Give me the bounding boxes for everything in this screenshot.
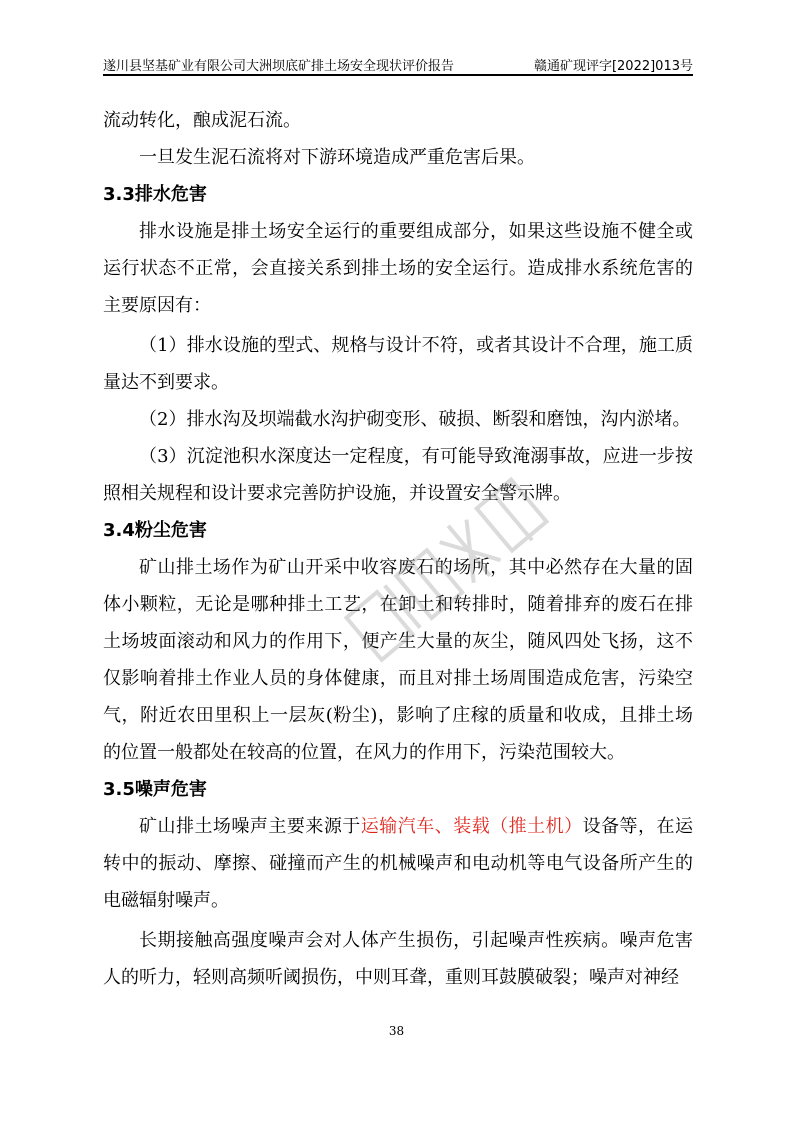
section-heading-3-3: 3.3排水危害	[103, 184, 207, 205]
list-item: （2）排水沟及坝端截水沟护砌变形、破损、断裂和磨蚀，沟内淤堵。	[139, 409, 691, 430]
list-item: （1）排水设施的型式、规格与设计不符，或者其设计不合理，施工质量达不到要求。	[103, 335, 693, 393]
header-report-title: 遂川县坚基矿业有限公司大洲坝底矿排土场安全现状评价报告	[103, 59, 455, 74]
page-body	[103, 102, 693, 996]
paragraph-text: 矿山排土场噪声主要来源于	[139, 816, 361, 837]
section-heading-3-5: 3.5噪声危害	[103, 779, 207, 800]
paragraph: 流动转化，酿成泥石流。	[103, 110, 301, 131]
section-heading-3-4: 3.4粉尘危害	[103, 520, 207, 541]
page-number: 38	[388, 1024, 405, 1038]
page-header	[103, 54, 693, 76]
paragraph-text: 设备等，在运转中的振动、摩擦、碰撞而产生的机械噪声和电动机等电气设备所产生的电磁辐射噪声。	[103, 816, 694, 911]
header-doc-number: 赣通矿现评字[2022]013号	[533, 59, 693, 74]
paragraph: 矿山排土场作为矿山开采中收容废石的场所，其中必然存在大量的固体小颗粒，无论是哪种排土工艺，在卸土和转排时，随着排弃的废石在排土场坡面滚动和风力的作用下，便产生大量的灰尘，随风四处飞扬，这不仅影响着排土作业人员的身体健康，而且对排土场周围造成危害，污染空气，附近农田里积上一层灰(粉尘)，影响了庄稼的质量和收成，且排土场的位置一般都处在较高的位置，在风力的作用下，污染范围较大。	[103, 557, 693, 763]
paragraph: 一旦发生泥石流将对下游环境造成严重危害后果。	[139, 147, 535, 168]
list-item: （3）沉淀池积水深度达一定程度，有可能导致淹溺事故，应进一步按照相关规程和设计要求完善防护设施，并设置安全警示牌。	[103, 446, 693, 504]
paragraph: 长期接触高强度噪声会对人体产生损伤，引起噪声性疾病。噪声危害人的听力，轻则高频听阈损伤，中则耳聋，重则耳鼓膜破裂；噪声对神经	[103, 930, 693, 988]
paragraph	[103, 808, 693, 919]
highlighted-text: 运输汽车、装载（推土机）	[360, 816, 583, 837]
paragraph: 排水设施是排土场安全运行的重要组成部分，如果这些设施不健全或运行状态不正常，会直接关系到排土场的安全运行。造成排水系统危害的主要原因有：	[103, 221, 693, 316]
